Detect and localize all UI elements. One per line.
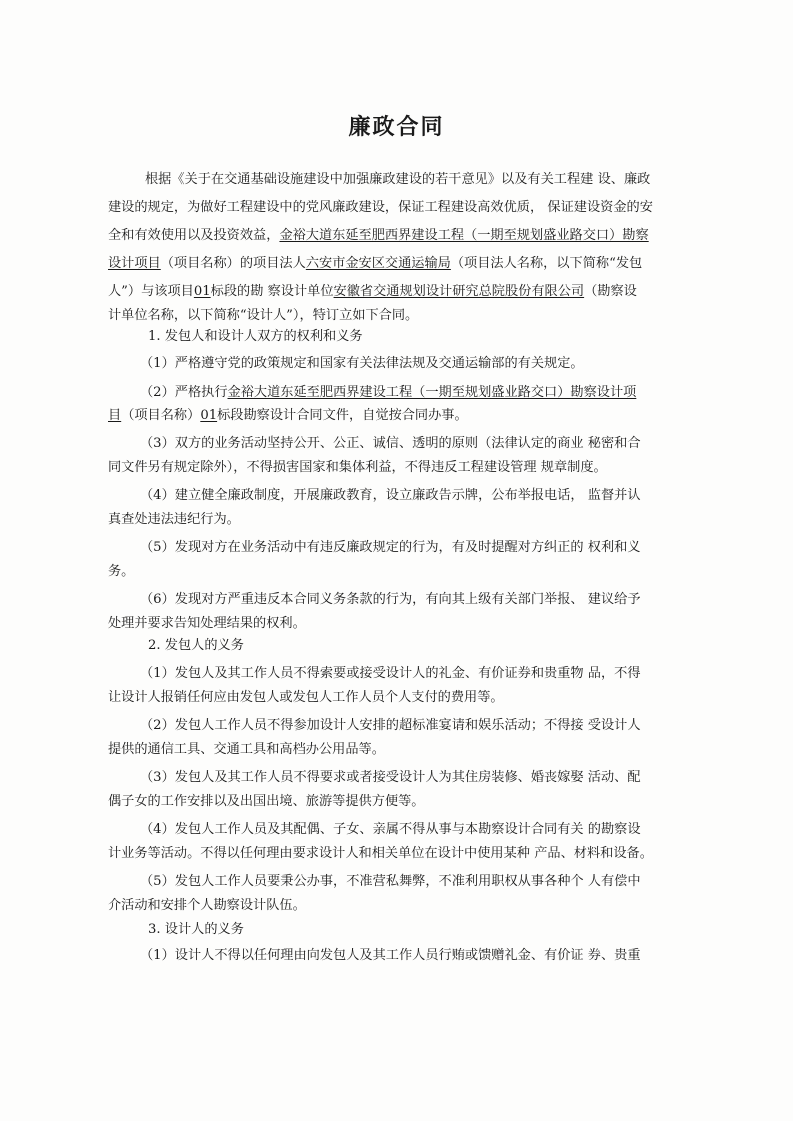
clause-text: （2）严格执行 <box>140 385 228 400</box>
project-owner-field: 六安市金安区交通运输局 <box>305 256 451 271</box>
project-name-field: 金裕大道东延至肥西界建设工程（一期至规划盛业路交口）勘察 <box>279 228 649 243</box>
project-name-field-cont: 设计项目 <box>108 256 161 271</box>
s1-clause-3-line-1: （3）双方的业务活动坚持公开、公正、诚信、透明的原则（法律认定的商业 秘密和合 <box>140 436 641 451</box>
intro-line-2: 建设的规定，为做好工程建设中的党风廉政建设，保证工程建设高效优质， 保证建设资金的安 <box>108 200 653 215</box>
s1-clause-2-line-2 <box>108 406 468 426</box>
s2-clause-2-line-2: 提供的通信工具、交通工具和高档办公用品等。 <box>108 742 385 757</box>
intro-line-6: 计单位名称，以下简称“设计人”），特订立如下合同。 <box>108 308 419 323</box>
s2-clause-2-line-1: （2）发包人工作人员不得参加设计人安排的超标准宴请和娱乐活动；不得接 受设计人 <box>140 718 641 733</box>
intro-line-4 <box>108 254 642 274</box>
intro-text: （项目名称）的项目法人 <box>160 256 306 271</box>
s1-clause-6-line-2: 处理并要求告知处理结果的权利。 <box>108 616 306 631</box>
section-2-heading: 2. 发包人的义务 <box>148 638 244 653</box>
clause-text: （项目名称） <box>121 408 201 423</box>
intro-line-5 <box>108 282 637 302</box>
s1-clause-3-line-2: 同文件另有规定除外），不得损害国家和集体利益，不得违反工程建设管理 规章制度。 <box>108 460 607 475</box>
s3-clause-1-line-1: （1）设计人不得以任何理由向发包人及其工作人员行贿或馈赠礼金、有价证 券、贵重 <box>140 948 641 963</box>
intro-text: 人”）与该项目 <box>108 284 194 299</box>
s2-clause-1-line-1: （1）发包人及其工作人员不得索要或接受设计人的礼金、有价证券和贵重物 品，不得 <box>140 666 641 681</box>
s1-clause-5-line-2: 务。 <box>108 564 135 579</box>
intro-text: （项目法人名称，以下简称“发包 <box>450 256 643 271</box>
s1-clause-4-line-1: （4）建立健全廉政制度，开展廉政教育，设立廉政告示牌，公布举报电话， 监督并认 <box>140 488 641 503</box>
intro-line-3 <box>108 226 649 246</box>
clause-text: 标段勘察设计合同文件，自觉按合同办事。 <box>217 408 468 423</box>
s1-clause-6-line-1: （6）发现对方严重违反本合同义务条款的行为，有向其上级有关部门举报、 建议给予 <box>140 592 641 607</box>
project-name-field: 金裕大道东延至肥西界建设工程（一期至规划盛业路交口）勘察设计项 <box>227 385 637 400</box>
intro-line-1: 根据《关于在交通基础设施建设中加强廉政建设的若干意见》以及有关工程建 设、廉政 <box>145 172 651 187</box>
s2-clause-5-line-1: （5）发包人工作人员要秉公办事，不准营私舞弊，不准利用职权从事各种个 人有偿中 <box>140 874 641 889</box>
section-1-heading: 1. 发包人和设计人双方的权利和义务 <box>148 329 363 344</box>
intro-text: 全和有效使用以及投资效益， <box>108 228 280 243</box>
s1-clause-4-line-2: 真查处违法违纪行为。 <box>108 512 240 527</box>
s2-clause-1-line-2: 让设计人报销任何应由发包人或发包人工作人员个人支付的费用等。 <box>108 690 504 705</box>
s2-clause-4-line-2: 计业务等活动。不得以任何理由要求设计人和相关单位在设计中使用某种 产品、材料和设备。 <box>108 846 653 861</box>
s1-clause-1: （1）严格遵守党的政策规定和国家有关法律法规及交通运输部的有关规定。 <box>140 356 584 371</box>
s1-clause-5-line-1: （5）发现对方在业务活动中有违反廉政规定的行为，有及时提醒对方纠正的 权利和义 <box>140 540 641 555</box>
s2-clause-4-line-1: （4）发包人工作人员及其配偶、子女、亲属不得从事与本勘察设计合同有关 的勘察设 <box>140 822 641 837</box>
design-unit-field: 安徽省交通规划设计研究总院股份有限公司 <box>333 284 585 299</box>
project-name-field-cont: 目 <box>108 408 122 423</box>
section-3-heading: 3. 设计人的义务 <box>148 922 244 937</box>
s2-clause-3-line-2: 偶子女的工作安排以及出国出境、旅游等提供方便等。 <box>108 794 425 809</box>
section-number-field: 01 <box>200 408 218 423</box>
section-number-field: 01 <box>193 284 211 299</box>
s1-clause-2-line-1 <box>140 383 636 403</box>
s2-clause-5-line-2: 介活动和安排个人勘察设计队伍。 <box>108 898 306 913</box>
s2-clause-3-line-1: （3）发包人及其工作人员不得要求或者接受设计人为其住房装修、婚丧嫁娶 活动、配 <box>140 770 641 785</box>
intro-text: （勘察设 <box>584 284 637 299</box>
document-title: 廉政合同 <box>348 114 445 140</box>
intro-text: 标段的勘 察设计单位 <box>210 284 334 299</box>
